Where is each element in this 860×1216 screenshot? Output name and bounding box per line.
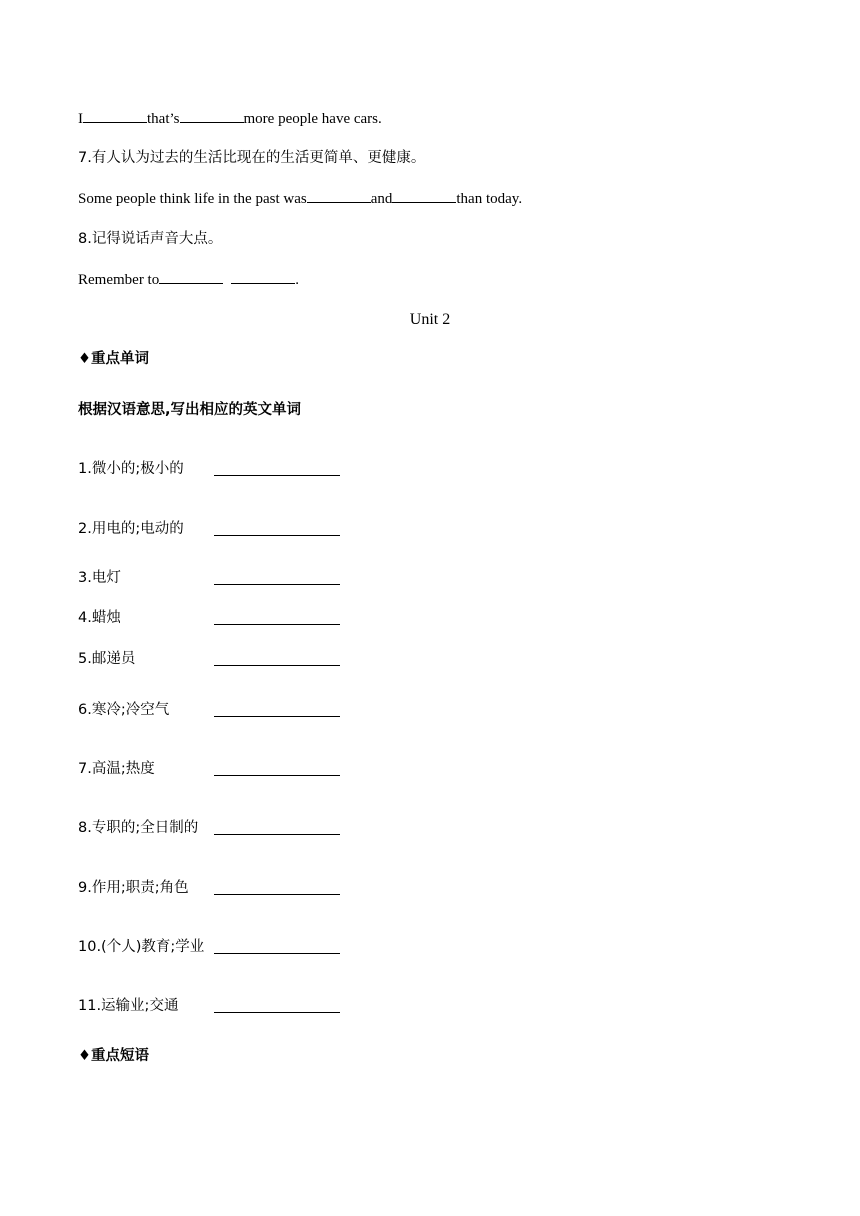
- vocab-item-label: 10.(个人)教育;学业: [78, 939, 205, 955]
- s8-part2: .: [295, 272, 299, 288]
- vocab-item-label: 6.寒冷;冷空气: [78, 702, 170, 718]
- answer-blank[interactable]: [83, 108, 147, 123]
- s8-part1: Remember to: [78, 272, 160, 288]
- vocab-item-label: 9.作用;职责;角色: [78, 880, 189, 896]
- s7-part2: and: [370, 191, 393, 207]
- vocab-item: [78, 818, 378, 838]
- answer-blank[interactable]: [159, 269, 223, 284]
- s6-part3: more people have cars.: [243, 111, 382, 127]
- vocab-answer-blank[interactable]: [214, 610, 340, 625]
- key-words-heading: ♦重点单词: [78, 351, 149, 367]
- vocab-item-label: 8.专职的;全日制的: [78, 820, 199, 836]
- answer-blank[interactable]: [392, 188, 456, 203]
- vocab-item: [78, 700, 378, 720]
- vocab-item: [78, 459, 378, 479]
- vocab-item: [78, 759, 378, 779]
- s7-part3: than today.: [456, 191, 523, 207]
- sentence-6-english: [78, 108, 382, 129]
- sentence-8-chinese: 8.记得说话声音大点。: [78, 231, 223, 247]
- unit-title: Unit 2: [409, 311, 451, 328]
- vocab-item-label: 5.邮递员: [78, 651, 136, 667]
- vocab-answer-blank[interactable]: [214, 820, 340, 835]
- vocab-answer-blank[interactable]: [214, 761, 340, 776]
- answer-blank[interactable]: [231, 269, 295, 284]
- vocab-answer-blank[interactable]: [214, 998, 340, 1013]
- vocab-answer-blank[interactable]: [214, 461, 340, 476]
- vocab-item-label: 1.微小的;极小的: [78, 461, 184, 477]
- s6-part2: that’s: [147, 111, 180, 127]
- vocab-item: [78, 568, 378, 588]
- vocab-answer-blank[interactable]: [214, 521, 340, 536]
- vocab-answer-blank[interactable]: [214, 570, 340, 585]
- vocab-item: [78, 878, 378, 898]
- s6-part1: I: [78, 111, 83, 127]
- vocab-item: [78, 937, 378, 957]
- vocab-item-label: 4.蜡烛: [78, 610, 121, 626]
- s7-part1: Some people think life in the past was: [78, 191, 307, 207]
- vocab-answer-blank[interactable]: [214, 939, 340, 954]
- answer-blank[interactable]: [307, 188, 371, 203]
- vocab-item-label: 2.用电的;电动的: [78, 521, 184, 537]
- vocab-item: [78, 996, 378, 1016]
- vocab-answer-blank[interactable]: [214, 702, 340, 717]
- vocab-item-label: 7.高温;热度: [78, 761, 155, 777]
- vocab-item: [78, 519, 378, 539]
- vocab-item: [78, 608, 378, 628]
- key-phrases-heading: ♦重点短语: [78, 1048, 149, 1064]
- vocab-item-label: 11.运输业;交通: [78, 998, 179, 1014]
- sentence-7-chinese: 7.有人认为过去的生活比现在的生活更简单、更健康。: [78, 150, 426, 166]
- answer-blank[interactable]: [180, 108, 244, 123]
- vocab-answer-blank[interactable]: [214, 880, 340, 895]
- key-words-instruction: 根据汉语意思,写出相应的英文单词: [78, 402, 302, 418]
- sentence-8-english: [78, 269, 299, 290]
- vocab-item-label: 3.电灯: [78, 570, 121, 586]
- vocab-item: [78, 649, 378, 669]
- vocab-answer-blank[interactable]: [214, 651, 340, 666]
- sentence-7-english: [78, 188, 522, 209]
